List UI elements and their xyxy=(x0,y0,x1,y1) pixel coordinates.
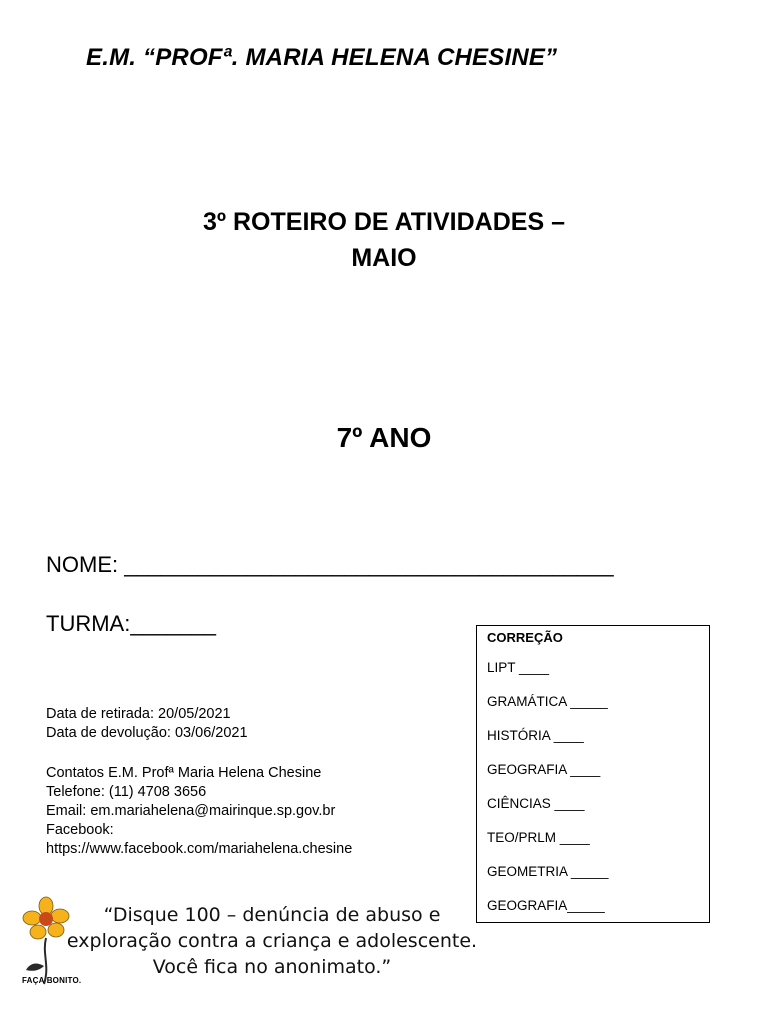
contacts-email: Email: em.mariahelena@mairinque.sp.gov.br xyxy=(46,803,336,819)
name-field: NOME: ________________________________________ xyxy=(46,552,614,577)
correction-item: CIÊNCIAS ____ xyxy=(487,796,585,811)
correction-item: GEOGRAFIA_____ xyxy=(487,898,605,913)
contacts-facebook-label: Facebook: xyxy=(46,822,114,838)
grade-label: 7º ANO xyxy=(336,422,432,453)
correction-item: GRAMÁTICA _____ xyxy=(487,694,608,709)
quote-line2: exploração contra a criança e adolescente. xyxy=(66,930,478,952)
hotline-banner xyxy=(20,890,480,995)
correction-box xyxy=(476,625,710,923)
correction-item: TEO/PRLM ____ xyxy=(487,830,590,845)
quote-line3: Você fica no anonimato.” xyxy=(152,956,392,978)
correction-item: LIPT ____ xyxy=(487,660,550,675)
contacts-facebook-url: https://www.facebook.com/mariahelena.chesine xyxy=(46,841,353,857)
contacts-block xyxy=(46,764,366,859)
quote-line1: “Disque 100 – denúncia de abuso e xyxy=(103,904,441,926)
correction-item: HISTÓRIA ____ xyxy=(487,728,584,743)
logo-text: FAÇA BONITO. xyxy=(22,976,82,985)
correction-item: GEOMETRIA _____ xyxy=(487,864,609,879)
correction-title: CORREÇÃO xyxy=(487,630,563,645)
return-date: Data de devolução: 03/06/2021 xyxy=(46,725,248,741)
document-title-line2: MAIO xyxy=(351,244,417,272)
contacts-heading: Contatos E.M. Profª Maria Helena Chesine xyxy=(46,765,322,781)
dates-block xyxy=(46,705,248,743)
class-field: TURMA:_______ xyxy=(46,611,216,636)
pickup-date: Data de retirada: 20/05/2021 xyxy=(46,706,231,722)
hotline-quote xyxy=(62,902,482,980)
document-title-line1: 3º ROTEIRO DE ATIVIDADES – xyxy=(203,208,565,236)
correction-item: GEOGRAFIA ____ xyxy=(487,762,601,777)
contacts-phone: Telefone: (11) 4708 3656 xyxy=(46,784,207,800)
school-name: E.M. “PROFª. MARIA HELENA CHESINE” xyxy=(86,44,558,71)
